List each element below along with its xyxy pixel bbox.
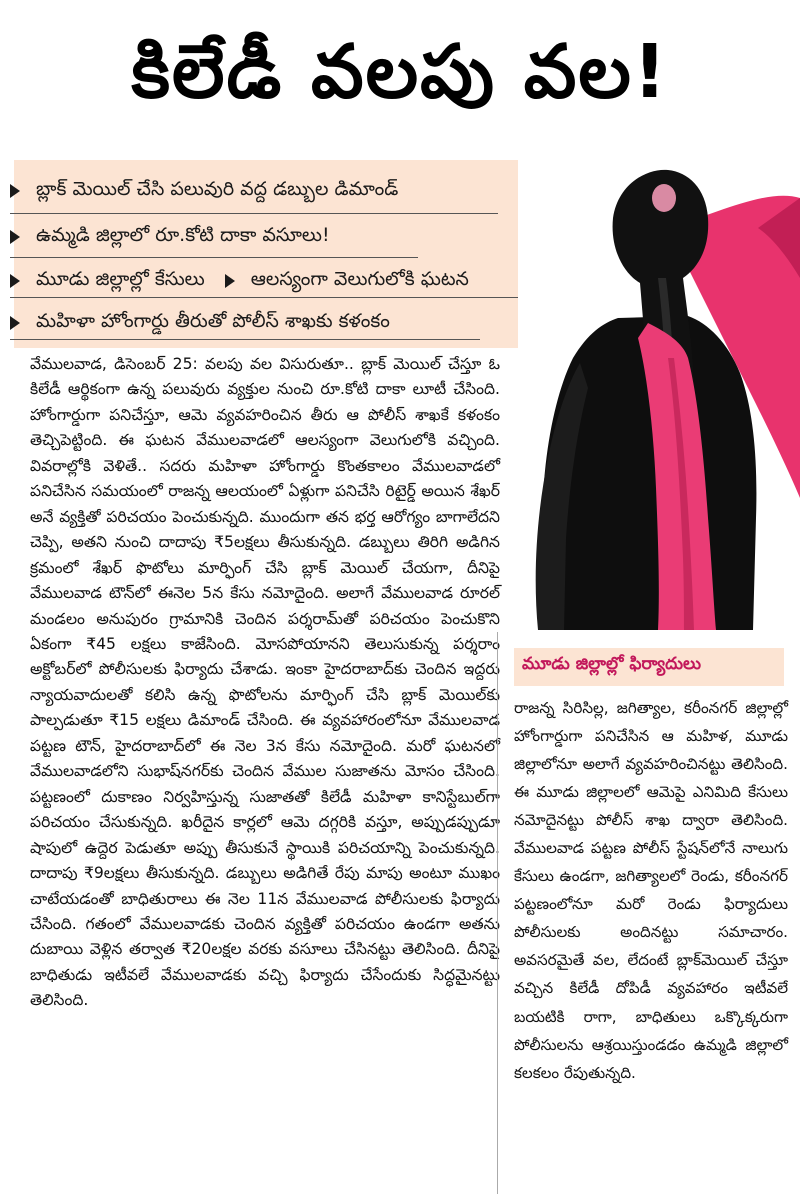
highlight-text: ఉమ్మడి జిల్లాలో రూ.కోటి దాకా వసూలు! [36, 223, 330, 246]
headline: కిలేడీ వలపు వల! [131, 29, 669, 115]
sidebar-text: రాజన్న సిరిసిల్ల, జగిత్యాల, కరీంనగర్‌ జిల్లాల్లో హోంగార్డుగా పనిచేసిన ఆ మహిళ, మూడు జిల్లాలోనూ అలాగే వ్యవహరించినట్టు తెలిసింది. ఈ మూడు జిల్లాలలో ఆమెపై ఎనిమిది కేసులు నమోదైనట్టు పోలీస్‌ శాఖ ద్వారా తెలిసింది. వేములవాడ పట్టణ పోలీస్‌ స్టేషన్‌లోనే నాలుగు కేసులు ఉండగా, జగిత్యాలలో రెండు, కరీంనగర్‌ పట్టణంలోనూ మరో రెండు ఫిర్యాదులు పోలీసులకు అందినట్టు సమాచారం. అవసరమైతే వల, లేదంటే బ్లాక్‌మెయిల్‌ చేస్తూ వచ్చిన కిలేడీ దోపిడీ వ్యవహారం ఇటీవలే బయటికి రాగా, బాధితులు ఒక్కొక్కరుగా పోలీసులను ఆశ్రయిస్తుండడం ఉమ్మడి జిల్లాలో కలకలం రేపుతున్నది. [514, 699, 788, 1082]
triangle-bullet-icon [225, 274, 235, 288]
main-article [30, 352, 500, 1014]
highlight-text: మహిళా హోంగార్డు తీరుతో పోలీస్‌ శాఖకు కళంకం [36, 309, 390, 332]
triangle-bullet-icon [10, 184, 20, 198]
sidebar-title-box [514, 648, 784, 686]
highlight-divider [10, 297, 558, 298]
highlight-divider [10, 257, 418, 258]
sidebar-title: మూడు జిల్లాల్లో ఫిర్యాదులు [522, 654, 701, 674]
highlight-divider [10, 339, 480, 340]
highlight-item [10, 172, 398, 210]
highlight-text: ఆలస్యంగా వెలుగులోకి ఘటన [250, 267, 469, 290]
woman-silhouette-photo [518, 158, 800, 630]
triangle-bullet-icon [10, 316, 20, 330]
highlight-text: మూడు జిల్లాల్లో కేసులు [36, 267, 205, 290]
highlight-part [10, 268, 205, 295]
article-body: వేములవాడ, డిసెంబర్‌ 25: వలపు వల విసురుతూ.. బ్లాక్‌ మెయిల్‌ చేస్తూ ఓ కిలేడీ ఆర్థికంగా ఉన్న పలువురు వ్యక్తుల నుంచి రూ.కోటి దాకా లూటీ చేసింది. హోంగార్డుగా పనిచేస్తూ, ఆమె వ్యవహరించిన తీరు ఆ పోలీస్‌ శాఖకే కళంకం తెచ్చిపెట్టింది. ఈ ఘటన వేములవాడలో ఆలస్యంగా వెలుగులోకి వచ్చింది. వివరాల్లోకి వెళితే.. సదరు మహిళా హోంగార్డు కొంతకాలం వేములవాడలో పనిచేసిన సమయంలో రాజన్న ఆలయంలో ఏళ్లుగా పనిచేసి రిటైర్డ్‌ అయిన శేఖర్‌ అనే వ్యక్తితో పరిచయం పెంచుకున్నది. ముందుగా తన భర్త ఆరోగ్యం బాగాలేదని చెప్పి, అతని నుంచి దాదాపు ₹5లక్షలు తీసుకున్నది. డబ్బులు తిరిగి అడిగిన క్రమంలో శేఖర్‌ ఫొటోలు మార్ఫింగ్‌ చేసి బ్లాక్‌ మెయిల్‌ చేయగా, దీనిపై వేములవాడ టౌన్‌లో ఈనెల 5న కేసు నమోదైంది. అలాగే వేములవాడ రూరల్‌ మండలం అనుపురం గ్రామానికి చెందిన పర్శరామ్‌తో పరిచయం పెంచుకొని ఏకంగా ₹45 లక్షలు కాజేసింది. మోసపోయానని తెలుసుకున్న పర్శరాం అక్టోబర్‌లో పోలీసులకు ఫిర్యాదు చేశాడు. ఇంకా హైదరాబాద్‌కు చెందిన ఇద్దరు న్యాయవాదులతో కలిసి ఉన్న ఫొటోలను మార్ఫింగ్‌ చేసి బ్లాక్‌ మెయిల్‌కు పాల్పడుతూ ₹15 లక్షలు డిమాండ్‌ చేసింది. ఈ వ్యవహారంలోనూ వేములవాడ పట్టణ టౌన్‌, హైదరాబాద్‌లో ఈ నెల 3న కేసు నమోదైంది. మరో ఘటనలో వేములవాడలోని సుభాష్‌నగర్‌కు చెందిన వేముల సుజాతను మోసం చేసింది. పట్టణంలో దుకాణం నిర్వహిస్తున్న సుజాతతో కిలేడీ మహిళా కానిస్టేబుల్‌గా పరిచయం చేసుకున్నది. ఖరీదైన కార్లలో ఆమె దగ్గరికి వస్తూ, అప్పుడప్పుడూ షాపులో ఉద్దెర పెడుతూ అప్పు తీసుకునే స్థాయికి పరిచయాన్ని పెంచుకున్నది. దాదాపు ₹9లక్షలు తీసుకున్నది. డబ్బులు అడిగితే రేపు మాపు అంటూ ముఖం చాటేయడంతో బాధితురాలు ఈ నెల 11న వేములవాడ పోలీసులకు ఫిర్యాదు చేసింది. గతంలో వేములవాడకు చెందిన వ్యక్తితో పరిచయం ఉండగా అతను దుబాయి వెళ్లిన తర్వాత ₹20లక్షల వరకు వసూలు చేసినట్టు తెలిసింది. దీనిపై బాధితుడు ఇటీవలే వేములవాడకు వచ్చి ఫిర్యాదు చేసేందుకు సిద్ధమైనట్టు తెలిసింది. [30, 355, 500, 1010]
triangle-bullet-icon [10, 274, 20, 288]
highlight-item [10, 262, 469, 300]
highlight-part [225, 268, 469, 295]
triangle-bullet-icon [10, 230, 20, 244]
highlight-item [10, 218, 330, 256]
sidebar-box [497, 632, 800, 1194]
highlight-item [10, 304, 390, 342]
sidebar-body [514, 694, 788, 1087]
highlight-divider [10, 213, 498, 214]
highlight-text: బ్లాక్‌ మెయిల్‌ చేసి పలువురి వద్ద డబ్బుల డిమాండ్‌ [36, 177, 399, 200]
